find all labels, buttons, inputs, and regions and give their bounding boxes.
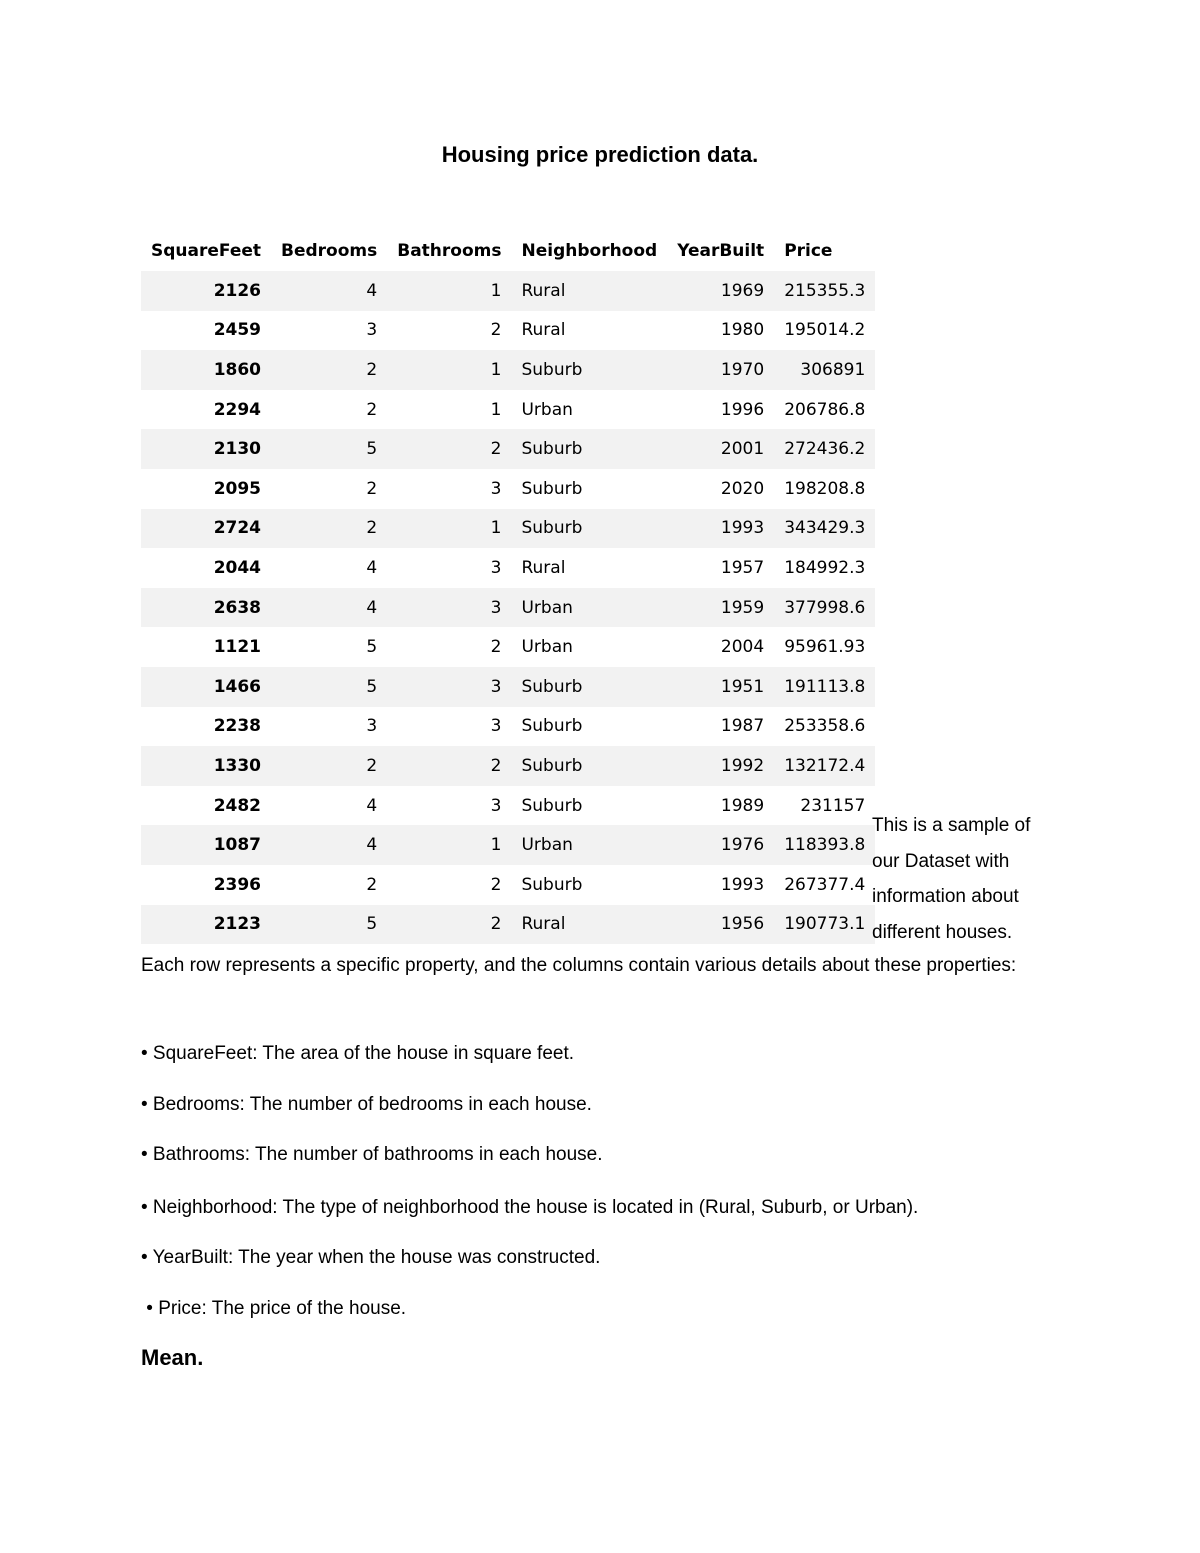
header-bathrooms: Bathrooms (397, 241, 502, 261)
table-row (141, 311, 875, 351)
cell-neighborhood: Suburb (511, 429, 667, 469)
cell-bedrooms: 5 (271, 667, 387, 707)
cell-yearbuilt: 1996 (720, 399, 765, 420)
cell-squarefeet: 1087 (141, 825, 271, 865)
cell-yearbuilt: 1951 (667, 667, 774, 707)
cell-price: 118393.8 (774, 825, 875, 865)
cell-bedrooms: 2 (271, 746, 387, 786)
table-row (141, 707, 875, 747)
table-row (141, 905, 875, 945)
cell-yearbuilt: 1980 (720, 320, 765, 341)
cell-squarefeet: 1330 (141, 746, 271, 786)
bullet-yearbuilt: • YearBuilt: The year when the house was constructed. (141, 1247, 601, 1268)
cell-squarefeet: 2123 (141, 905, 271, 945)
header-squarefeet: SquareFeet (151, 241, 262, 261)
cell-neighborhood: Suburb (511, 746, 667, 786)
cell-bathrooms: 1 (387, 350, 511, 390)
cell-bedrooms: 4 (271, 825, 387, 865)
table-row (141, 825, 875, 865)
cell-neighborhood: Suburb (511, 667, 667, 707)
cell-price: 132172.4 (774, 746, 875, 786)
cell-bathrooms: 2 (490, 637, 502, 658)
table-row (141, 627, 875, 667)
cell-price: 184992.3 (784, 557, 866, 578)
cell-yearbuilt: 1957 (720, 557, 765, 578)
cell-bathrooms: 1 (387, 271, 511, 311)
table-row (141, 271, 875, 311)
cell-yearbuilt: 1976 (667, 825, 774, 865)
cell-yearbuilt: 1993 (720, 874, 765, 895)
cell-bedrooms: 4 (271, 271, 387, 311)
cell-price: 215355.3 (774, 271, 875, 311)
cell-bedrooms: 2 (366, 399, 378, 420)
housing-data-table (141, 231, 875, 944)
header-yearbuilt: YearBuilt (677, 241, 765, 261)
cell-squarefeet: 1860 (141, 350, 271, 390)
header-neighborhood: Neighborhood (521, 241, 658, 261)
cell-bathrooms: 3 (490, 478, 502, 499)
bullet-squarefeet: • SquareFeet: The area of the house in square feet. (141, 1043, 575, 1064)
cell-squarefeet: 2294 (213, 399, 262, 420)
cell-price: 306891 (774, 350, 875, 390)
table-body (141, 271, 875, 944)
cell-price: 267377.4 (784, 874, 866, 895)
cell-yearbuilt: 1969 (667, 271, 774, 311)
cell-price: 195014.2 (784, 320, 866, 341)
cell-bathrooms: 3 (490, 716, 502, 737)
cell-yearbuilt: 1956 (667, 905, 774, 945)
intro-paragraph: Each row represents a specific property, and the columns contain various details about these properties: (141, 955, 1017, 976)
cell-bedrooms: 5 (271, 429, 387, 469)
table-row (141, 429, 875, 469)
bullet-price: • Price: The price of the house. (141, 1298, 407, 1319)
cell-bathrooms: 3 (387, 667, 511, 707)
table-row (141, 746, 875, 786)
cell-price: 253358.6 (784, 716, 866, 737)
cell-neighborhood: Suburb (511, 509, 667, 549)
cell-price: 190773.1 (774, 905, 875, 945)
cell-bedrooms: 4 (366, 795, 378, 816)
cell-bathrooms: 1 (387, 509, 511, 549)
cell-squarefeet: 2238 (213, 716, 262, 737)
table-row (141, 865, 875, 905)
cell-yearbuilt: 1993 (667, 509, 774, 549)
cell-yearbuilt: 2001 (667, 429, 774, 469)
cell-price: 198208.8 (784, 478, 866, 499)
cell-neighborhood: Suburb (521, 478, 583, 499)
cell-neighborhood: Suburb (521, 716, 583, 737)
cell-yearbuilt: 1992 (667, 746, 774, 786)
cell-price: 191113.8 (774, 667, 875, 707)
table-row (141, 350, 875, 390)
table-row (141, 786, 875, 826)
cell-squarefeet: 2044 (213, 557, 262, 578)
cell-yearbuilt: 1989 (720, 795, 765, 816)
cell-squarefeet: 2638 (141, 588, 271, 628)
cell-neighborhood: Urban (511, 825, 667, 865)
header-price: Price (784, 241, 833, 261)
cell-squarefeet: 1121 (213, 637, 262, 658)
cell-bathrooms: 1 (490, 399, 502, 420)
cell-bathrooms: 3 (387, 588, 511, 628)
cell-bedrooms: 3 (366, 320, 378, 341)
cell-bathrooms: 3 (490, 795, 502, 816)
table-row (141, 588, 875, 628)
cell-price: 343429.3 (774, 509, 875, 549)
cell-bedrooms: 5 (271, 905, 387, 945)
table-row (141, 390, 875, 430)
cell-bathrooms: 2 (490, 874, 502, 895)
cell-neighborhood: Rural (511, 905, 667, 945)
cell-squarefeet: 1466 (141, 667, 271, 707)
cell-price: 206786.8 (784, 399, 866, 420)
cell-bedrooms: 2 (366, 874, 378, 895)
cell-neighborhood: Urban (521, 399, 573, 420)
cell-bedrooms: 4 (271, 588, 387, 628)
cell-bathrooms: 3 (490, 557, 502, 578)
table-row (141, 667, 875, 707)
cell-neighborhood: Urban (521, 637, 573, 658)
cell-bedrooms: 5 (366, 637, 378, 658)
cell-squarefeet: 2482 (213, 795, 262, 816)
cell-price: 272436.2 (774, 429, 875, 469)
header-bedrooms: Bedrooms (281, 241, 378, 261)
cell-squarefeet: 2724 (141, 509, 271, 549)
cell-neighborhood: Suburb (521, 874, 583, 895)
table-row (141, 548, 875, 588)
table-header-row (141, 231, 875, 271)
cell-bathrooms: 2 (387, 905, 511, 945)
cell-bedrooms: 2 (271, 509, 387, 549)
cell-bedrooms: 4 (366, 557, 378, 578)
cell-neighborhood: Suburb (511, 350, 667, 390)
cell-neighborhood: Suburb (521, 795, 583, 816)
cell-bedrooms: 3 (366, 716, 378, 737)
cell-price: 377998.6 (774, 588, 875, 628)
cell-squarefeet: 2396 (213, 874, 262, 895)
cell-neighborhood: Rural (521, 320, 566, 341)
cell-price: 231157 (800, 795, 866, 816)
mean-heading: Mean. (141, 1345, 204, 1370)
cell-neighborhood: Rural (521, 557, 566, 578)
cell-yearbuilt: 1987 (720, 716, 765, 737)
cell-yearbuilt: 1959 (667, 588, 774, 628)
table-row (141, 469, 875, 509)
cell-bedrooms: 2 (271, 350, 387, 390)
cell-bathrooms: 2 (387, 429, 511, 469)
cell-squarefeet: 2126 (141, 271, 271, 311)
table-row (141, 509, 875, 549)
cell-bathrooms: 1 (387, 825, 511, 865)
cell-price: 95961.93 (784, 637, 866, 658)
cell-yearbuilt: 1970 (667, 350, 774, 390)
cell-neighborhood: Urban (511, 588, 667, 628)
cell-bathrooms: 2 (490, 320, 502, 341)
cell-squarefeet: 2130 (141, 429, 271, 469)
cell-bathrooms: 2 (387, 746, 511, 786)
page-title: Housing price prediction data. (441, 142, 759, 167)
cell-squarefeet: 2459 (213, 320, 262, 341)
cell-yearbuilt: 2020 (720, 478, 765, 499)
bullet-bathrooms: • Bathrooms: The number of bathrooms in each house. (141, 1144, 603, 1165)
cell-yearbuilt: 2004 (720, 637, 765, 658)
bullet-neighborhood: • Neighborhood: The type of neighborhood the house is located in (Rural, Suburb, or Urban). (141, 1197, 919, 1218)
cell-bedrooms: 2 (366, 478, 378, 499)
cell-squarefeet: 2095 (213, 478, 262, 499)
sample-note: This is a sample of our Dataset with information about different houses. (872, 815, 1031, 943)
bullet-bedrooms: • Bedrooms: The number of bedrooms in each house. (141, 1094, 592, 1115)
cell-neighborhood: Rural (511, 271, 667, 311)
